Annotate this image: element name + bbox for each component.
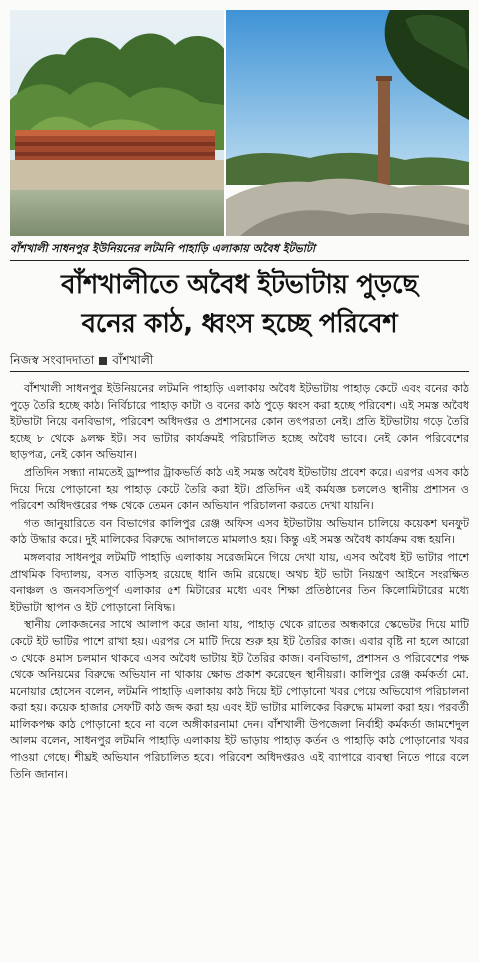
news-photo <box>10 10 469 236</box>
photo-caption: বাঁশখালী সাধনপুর ইউনিয়নের লটমনি পাহাড়ি এলাকায় অবৈধ ইটভাটা <box>10 238 469 261</box>
paragraph: প্রতিদিন সন্ধ্যা নামতেই ড্রাম্পার ট্রাকভর্তি কাঠ এই সমস্ত অবৈধ ইটভাটায় প্রবেশ করে। এরপর এসব কাঠ দিয়ে দিয়ে পোড়ানো হয় পাহাড় কেটে তৈরি করা ইট। প্রতিদিন এই কর্মযজ্ঞ চললেও স্থানীয় প্রশাসন ও পরিবেশ অধিদপ্তরের পক্ষ থেকে তেমন কোন অভিযান পরিচালনা করতে দেখা যায়নি। <box>10 465 469 513</box>
reporter-name: নিজস্ব সংবাদদাতা <box>10 353 95 367</box>
headline <box>10 266 469 344</box>
article-body <box>10 381 469 956</box>
paragraph: মঙ্গলবার সাধনপুর লটমটি পাহাড়ি এলাকায় সরেজমিনে গিয়ে দেখা যায়, এসব অবৈধ ইট ভাটার পাশে প্রাথমিক বিদ্যালয়, বসত বাড়িসহ রয়েছে ধানি জমি রয়েছে। অথচ ইট ভাটা নিয়ন্ত্রণ আইনে সংরক্ষিত বনাঞ্চল ও জনবসতিপূর্ণ এলাকার ৫শ মিটারের মধ্যে এবং শিক্ষা প্রতিষ্ঠানের তিন কিলোমিটারের মধ্যে ইটভাটা স্থাপন ও ইট পোড়ানো নিষিদ্ধ। <box>10 550 469 614</box>
headline-line-1: বাঁশখালীতে অবৈধ ইটভাটায় পুড়ছে <box>61 270 418 300</box>
paragraph: স্থানীয় লোকজনের সাথে আলাপ করে জানা যায়, পাহাড় থেকে রাতের অন্ধকারে স্কেভেটর দিয়ে মাটি কেটে ইট ভাটির পাশে রাখা হয়। এরপর সে মাটি দিয়ে শুরু হয় ইট তৈরির কাজ। এবার বৃষ্টি না হলে আরো ৩ থেকে ৪মাস চলমান থাকবে এসব অবৈধ ভাটায় ইট তৈরির কাজ। বনবিভাগ, প্রশাসন ও পরিবেশের পক্ষ থেকে অনিয়মের বিরুদ্ধে অভিযান না থাকায় ক্ষোভ প্রকাশ করেছেন স্থানীয়রা। কালিপুর রেঞ্জ কর্মকর্তা মো. মনোয়ার হোসেন বলেন, লটমনি পাহাড়ি এলাকায় কাঠ দিয়ে ইট পোড়ানো খবর পেয়ে অভিযোগ পরিচালনা করা হয়। কয়েক হাজার সেফটি কাঠ জব্দ করা হয় এবং ইট ভাটার মালিকের বিরুদ্ধে মামলা করা হয়। পরবর্তী মালিকপক্ষ কাঠ পোড়ানো হবে না বলে অঙ্গীকারনামা দেন। বাঁশখালী উপজেলা নির্বাহী কর্মকর্তা জামশেদুল আলম বলেন, সাধনপুর লটমনি পাহাড়ি এলাকায় ইট ভাড়ায় পাহাড় কর্তন ও পাহাড়ি কাঠ পোড়ানোর খবর পাওয়া গেছে। শীঘ্রই অভিযান পরিচালিত হবে। পরিবেশ অধিদপ্তরও এই ব্যাপারে ব্যবস্থা নিতে পারে বলে তিনি জানান। <box>10 618 469 781</box>
paragraph: বাঁশখালী সাধনপুর ইউনিয়নের লটমনি পাহাড়ি এলাকায় অবৈধ ইটভাটায় পাহাড় কেটে এবং বনের কাঠ পুড়ে তৈরি হচ্ছে কাঠ। নির্বিচারে পাহাড় কাটা ও বনের কাঠ পুড়ে ধ্বংস করা হচ্ছে পরিবেশ। এই সমস্ত অবৈধ ইটভাটা নিয়ে বনবিভাগ, পরিবেশ অধিদপ্তর ও প্রশাসনের কোন তৎপরতা নেই। প্রতি ইটভাটায় গড়ে তৈরি হচ্ছে ৮ থেকে ৯লক্ষ ইট। সব ভাটার কার্যক্রমই পরিচালিত হচ্ছে অবৈধ ভাবে। নেই কোন পরিবেশের ছাড়পত্র, নেই কোন অভিযান। <box>10 382 469 462</box>
paragraph: গত জানুয়ারিতে বন বিভাগের কালিপুর রেঞ্জ অফিস এসব ইটভাটায় অভিযান চালিয়ে কয়েকশ ঘনফুট কাঠ উদ্ধার করে। দুই মালিকের বিরুদ্ধে আদালতে মামলাও হয়। কিন্তু এই সমস্ত অবৈধ কার্যক্রম বন্ধ হয়নি। <box>10 516 469 547</box>
byline <box>10 349 469 372</box>
headline-line-2: বনের কাঠ, ধ্বংস হচ্ছে পরিবেশ <box>81 309 398 339</box>
dateline-location: বাঁশখালী <box>112 353 154 367</box>
separator-square-icon <box>99 357 107 365</box>
